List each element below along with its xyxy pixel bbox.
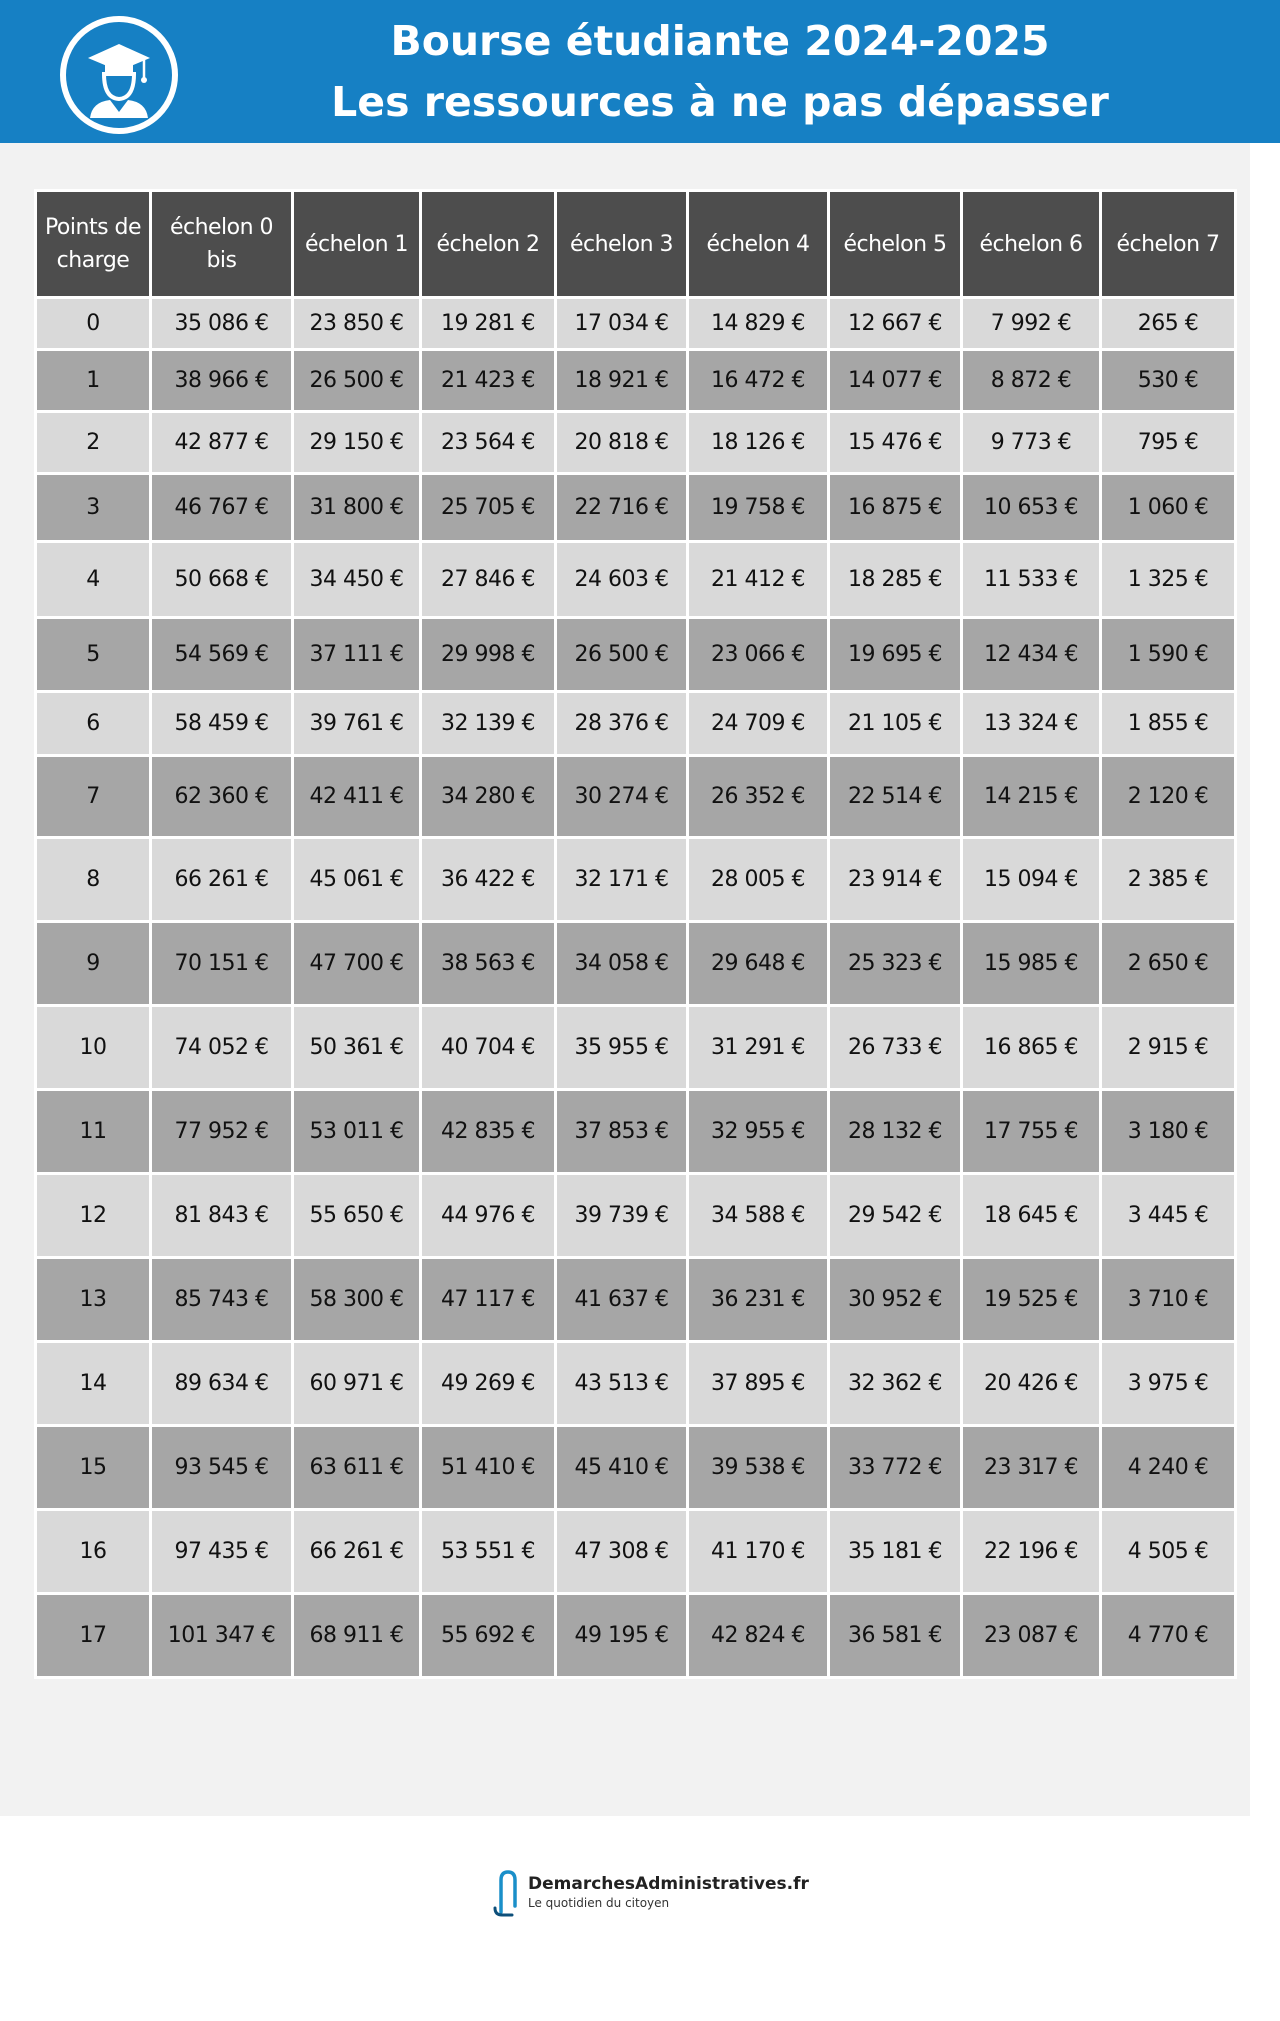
amount-cell: 29 648 € <box>688 922 829 1006</box>
table-row <box>36 1006 1236 1090</box>
table-header-row <box>36 191 1236 298</box>
amount-cell: 1 590 € <box>1101 618 1236 692</box>
amount-cell: 25 323 € <box>829 922 962 1006</box>
points-cell: 16 <box>36 1510 151 1594</box>
amount-cell: 54 569 € <box>151 618 293 692</box>
amount-cell: 530 € <box>1101 350 1236 412</box>
amount-cell: 25 705 € <box>421 474 556 542</box>
amount-cell: 20 426 € <box>962 1342 1101 1426</box>
points-cell: 2 <box>36 412 151 474</box>
amount-cell: 55 650 € <box>293 1174 421 1258</box>
amount-cell: 47 308 € <box>556 1510 688 1594</box>
table-row <box>36 298 1236 350</box>
amount-cell: 53 011 € <box>293 1090 421 1174</box>
table-row <box>36 1426 1236 1510</box>
amount-cell: 32 171 € <box>556 838 688 922</box>
amount-cell: 50 668 € <box>151 542 293 618</box>
amount-cell: 15 476 € <box>829 412 962 474</box>
amount-cell: 39 739 € <box>556 1174 688 1258</box>
amount-cell: 39 761 € <box>293 692 421 756</box>
amount-cell: 3 710 € <box>1101 1258 1236 1342</box>
amount-cell: 11 533 € <box>962 542 1101 618</box>
amount-cell: 1 060 € <box>1101 474 1236 542</box>
amount-cell: 35 181 € <box>829 1510 962 1594</box>
amount-cell: 23 087 € <box>962 1594 1101 1678</box>
amount-cell: 38 966 € <box>151 350 293 412</box>
amount-cell: 18 921 € <box>556 350 688 412</box>
amount-cell: 49 269 € <box>421 1342 556 1426</box>
amount-cell: 50 361 € <box>293 1006 421 1090</box>
amount-cell: 31 291 € <box>688 1006 829 1090</box>
amount-cell: 28 005 € <box>688 838 829 922</box>
amount-cell: 93 545 € <box>151 1426 293 1510</box>
amount-cell: 27 846 € <box>421 542 556 618</box>
amount-cell: 14 829 € <box>688 298 829 350</box>
amount-cell: 18 285 € <box>829 542 962 618</box>
amount-cell: 42 824 € <box>688 1594 829 1678</box>
table-row <box>36 1174 1236 1258</box>
amount-cell: 31 800 € <box>293 474 421 542</box>
amount-cell: 32 362 € <box>829 1342 962 1426</box>
amount-cell: 29 998 € <box>421 618 556 692</box>
amount-cell: 21 423 € <box>421 350 556 412</box>
amount-cell: 36 581 € <box>829 1594 962 1678</box>
column-header: échelon 0 bis <box>151 191 293 298</box>
amount-cell: 53 551 € <box>421 1510 556 1594</box>
amount-cell: 45 061 € <box>293 838 421 922</box>
amount-cell: 3 445 € <box>1101 1174 1236 1258</box>
amount-cell: 22 514 € <box>829 756 962 838</box>
amount-cell: 45 410 € <box>556 1426 688 1510</box>
column-header: échelon 7 <box>1101 191 1236 298</box>
amount-cell: 26 500 € <box>556 618 688 692</box>
amount-cell: 21 105 € <box>829 692 962 756</box>
amount-cell: 22 716 € <box>556 474 688 542</box>
amount-cell: 4 770 € <box>1101 1594 1236 1678</box>
amount-cell: 77 952 € <box>151 1090 293 1174</box>
amount-cell: 40 704 € <box>421 1006 556 1090</box>
amount-cell: 24 709 € <box>688 692 829 756</box>
table-row <box>36 1090 1236 1174</box>
points-cell: 4 <box>36 542 151 618</box>
amount-cell: 42 877 € <box>151 412 293 474</box>
amount-cell: 16 472 € <box>688 350 829 412</box>
amount-cell: 37 111 € <box>293 618 421 692</box>
points-cell: 10 <box>36 1006 151 1090</box>
amount-cell: 58 300 € <box>293 1258 421 1342</box>
amount-cell: 30 274 € <box>556 756 688 838</box>
amount-cell: 33 772 € <box>829 1426 962 1510</box>
amount-cell: 26 733 € <box>829 1006 962 1090</box>
header-banner <box>0 0 1280 143</box>
amount-cell: 41 637 € <box>556 1258 688 1342</box>
amount-cell: 34 588 € <box>688 1174 829 1258</box>
amount-cell: 4 505 € <box>1101 1510 1236 1594</box>
amount-cell: 35 955 € <box>556 1006 688 1090</box>
amount-cell: 74 052 € <box>151 1006 293 1090</box>
amount-cell: 34 058 € <box>556 922 688 1006</box>
amount-cell: 62 360 € <box>151 756 293 838</box>
amount-cell: 2 385 € <box>1101 838 1236 922</box>
amount-cell: 85 743 € <box>151 1258 293 1342</box>
amount-cell: 37 853 € <box>556 1090 688 1174</box>
table-body <box>36 298 1236 1678</box>
points-cell: 5 <box>36 618 151 692</box>
amount-cell: 2 915 € <box>1101 1006 1236 1090</box>
amount-cell: 49 195 € <box>556 1594 688 1678</box>
amount-cell: 68 911 € <box>293 1594 421 1678</box>
amount-cell: 30 952 € <box>829 1258 962 1342</box>
points-cell: 3 <box>36 474 151 542</box>
paperclip-icon <box>490 1868 526 1918</box>
points-cell: 6 <box>36 692 151 756</box>
amount-cell: 1 325 € <box>1101 542 1236 618</box>
amount-cell: 8 872 € <box>962 350 1101 412</box>
amount-cell: 21 412 € <box>688 542 829 618</box>
points-cell: 1 <box>36 350 151 412</box>
amount-cell: 2 650 € <box>1101 922 1236 1006</box>
amount-cell: 4 240 € <box>1101 1426 1236 1510</box>
amount-cell: 24 603 € <box>556 542 688 618</box>
amount-cell: 36 422 € <box>421 838 556 922</box>
table-row <box>36 474 1236 542</box>
amount-cell: 12 667 € <box>829 298 962 350</box>
amount-cell: 20 818 € <box>556 412 688 474</box>
page-subtitle: Les ressources à ne pas dépasser <box>331 78 1109 126</box>
graduate-icon <box>60 16 178 134</box>
amount-cell: 7 992 € <box>962 298 1101 350</box>
amount-cell: 16 875 € <box>829 474 962 542</box>
resources-table <box>34 189 1237 1679</box>
amount-cell: 89 634 € <box>151 1342 293 1426</box>
amount-cell: 55 692 € <box>421 1594 556 1678</box>
amount-cell: 28 376 € <box>556 692 688 756</box>
amount-cell: 13 324 € <box>962 692 1101 756</box>
column-header: échelon 5 <box>829 191 962 298</box>
amount-cell: 795 € <box>1101 412 1236 474</box>
amount-cell: 18 126 € <box>688 412 829 474</box>
points-cell: 7 <box>36 756 151 838</box>
amount-cell: 23 317 € <box>962 1426 1101 1510</box>
amount-cell: 19 525 € <box>962 1258 1101 1342</box>
points-cell: 11 <box>36 1090 151 1174</box>
points-cell: 0 <box>36 298 151 350</box>
amount-cell: 34 280 € <box>421 756 556 838</box>
amount-cell: 15 985 € <box>962 922 1101 1006</box>
amount-cell: 28 132 € <box>829 1090 962 1174</box>
amount-cell: 70 151 € <box>151 922 293 1006</box>
amount-cell: 12 434 € <box>962 618 1101 692</box>
points-cell: 12 <box>36 1174 151 1258</box>
amount-cell: 3 180 € <box>1101 1090 1236 1174</box>
amount-cell: 97 435 € <box>151 1510 293 1594</box>
table-row <box>36 542 1236 618</box>
column-header: échelon 1 <box>293 191 421 298</box>
amount-cell: 34 450 € <box>293 542 421 618</box>
table-row <box>36 1258 1236 1342</box>
footer-tagline: Le quotidien du citoyen <box>528 1896 670 1910</box>
points-cell: 14 <box>36 1342 151 1426</box>
table-row <box>36 692 1236 756</box>
amount-cell: 1 855 € <box>1101 692 1236 756</box>
footer-brand[interactable] <box>490 1868 830 1918</box>
amount-cell: 63 611 € <box>293 1426 421 1510</box>
amount-cell: 19 281 € <box>421 298 556 350</box>
amount-cell: 23 850 € <box>293 298 421 350</box>
amount-cell: 19 758 € <box>688 474 829 542</box>
amount-cell: 47 700 € <box>293 922 421 1006</box>
points-cell: 8 <box>36 838 151 922</box>
amount-cell: 3 975 € <box>1101 1342 1236 1426</box>
amount-cell: 22 196 € <box>962 1510 1101 1594</box>
amount-cell: 60 971 € <box>293 1342 421 1426</box>
amount-cell: 26 500 € <box>293 350 421 412</box>
amount-cell: 16 865 € <box>962 1006 1101 1090</box>
amount-cell: 58 459 € <box>151 692 293 756</box>
amount-cell: 35 086 € <box>151 298 293 350</box>
column-header: échelon 3 <box>556 191 688 298</box>
points-cell: 9 <box>36 922 151 1006</box>
amount-cell: 36 231 € <box>688 1258 829 1342</box>
points-cell: 15 <box>36 1426 151 1510</box>
amount-cell: 18 645 € <box>962 1174 1101 1258</box>
points-cell: 17 <box>36 1594 151 1678</box>
amount-cell: 17 755 € <box>962 1090 1101 1174</box>
amount-cell: 32 139 € <box>421 692 556 756</box>
points-cell: 13 <box>36 1258 151 1342</box>
amount-cell: 46 767 € <box>151 474 293 542</box>
table-panel <box>0 143 1250 1816</box>
amount-cell: 32 955 € <box>688 1090 829 1174</box>
amount-cell: 15 094 € <box>962 838 1101 922</box>
table-row <box>36 618 1236 692</box>
table-row <box>36 412 1236 474</box>
amount-cell: 23 066 € <box>688 618 829 692</box>
column-header: échelon 6 <box>962 191 1101 298</box>
amount-cell: 23 564 € <box>421 412 556 474</box>
table-row <box>36 1510 1236 1594</box>
amount-cell: 39 538 € <box>688 1426 829 1510</box>
amount-cell: 26 352 € <box>688 756 829 838</box>
amount-cell: 14 077 € <box>829 350 962 412</box>
amount-cell: 81 843 € <box>151 1174 293 1258</box>
amount-cell: 51 410 € <box>421 1426 556 1510</box>
amount-cell: 101 347 € <box>151 1594 293 1678</box>
amount-cell: 66 261 € <box>151 838 293 922</box>
amount-cell: 66 261 € <box>293 1510 421 1594</box>
amount-cell: 265 € <box>1101 298 1236 350</box>
footer-brand-name: DemarchesAdministratives.fr <box>528 1874 809 1894</box>
amount-cell: 17 034 € <box>556 298 688 350</box>
amount-cell: 38 563 € <box>421 922 556 1006</box>
table-row <box>36 350 1236 412</box>
amount-cell: 42 411 € <box>293 756 421 838</box>
table-row <box>36 756 1236 838</box>
amount-cell: 37 895 € <box>688 1342 829 1426</box>
amount-cell: 41 170 € <box>688 1510 829 1594</box>
column-header: échelon 2 <box>421 191 556 298</box>
page-title: Bourse étudiante 2024-2025 <box>390 17 1050 65</box>
table-row <box>36 922 1236 1006</box>
table-row <box>36 838 1236 922</box>
amount-cell: 2 120 € <box>1101 756 1236 838</box>
amount-cell: 19 695 € <box>829 618 962 692</box>
column-header: échelon 4 <box>688 191 829 298</box>
table-row <box>36 1342 1236 1426</box>
amount-cell: 43 513 € <box>556 1342 688 1426</box>
amount-cell: 47 117 € <box>421 1258 556 1342</box>
amount-cell: 23 914 € <box>829 838 962 922</box>
amount-cell: 42 835 € <box>421 1090 556 1174</box>
amount-cell: 14 215 € <box>962 756 1101 838</box>
amount-cell: 9 773 € <box>962 412 1101 474</box>
table-row <box>36 1594 1236 1678</box>
amount-cell: 29 542 € <box>829 1174 962 1258</box>
amount-cell: 44 976 € <box>421 1174 556 1258</box>
amount-cell: 10 653 € <box>962 474 1101 542</box>
column-header: Points de charge <box>36 191 151 298</box>
amount-cell: 29 150 € <box>293 412 421 474</box>
